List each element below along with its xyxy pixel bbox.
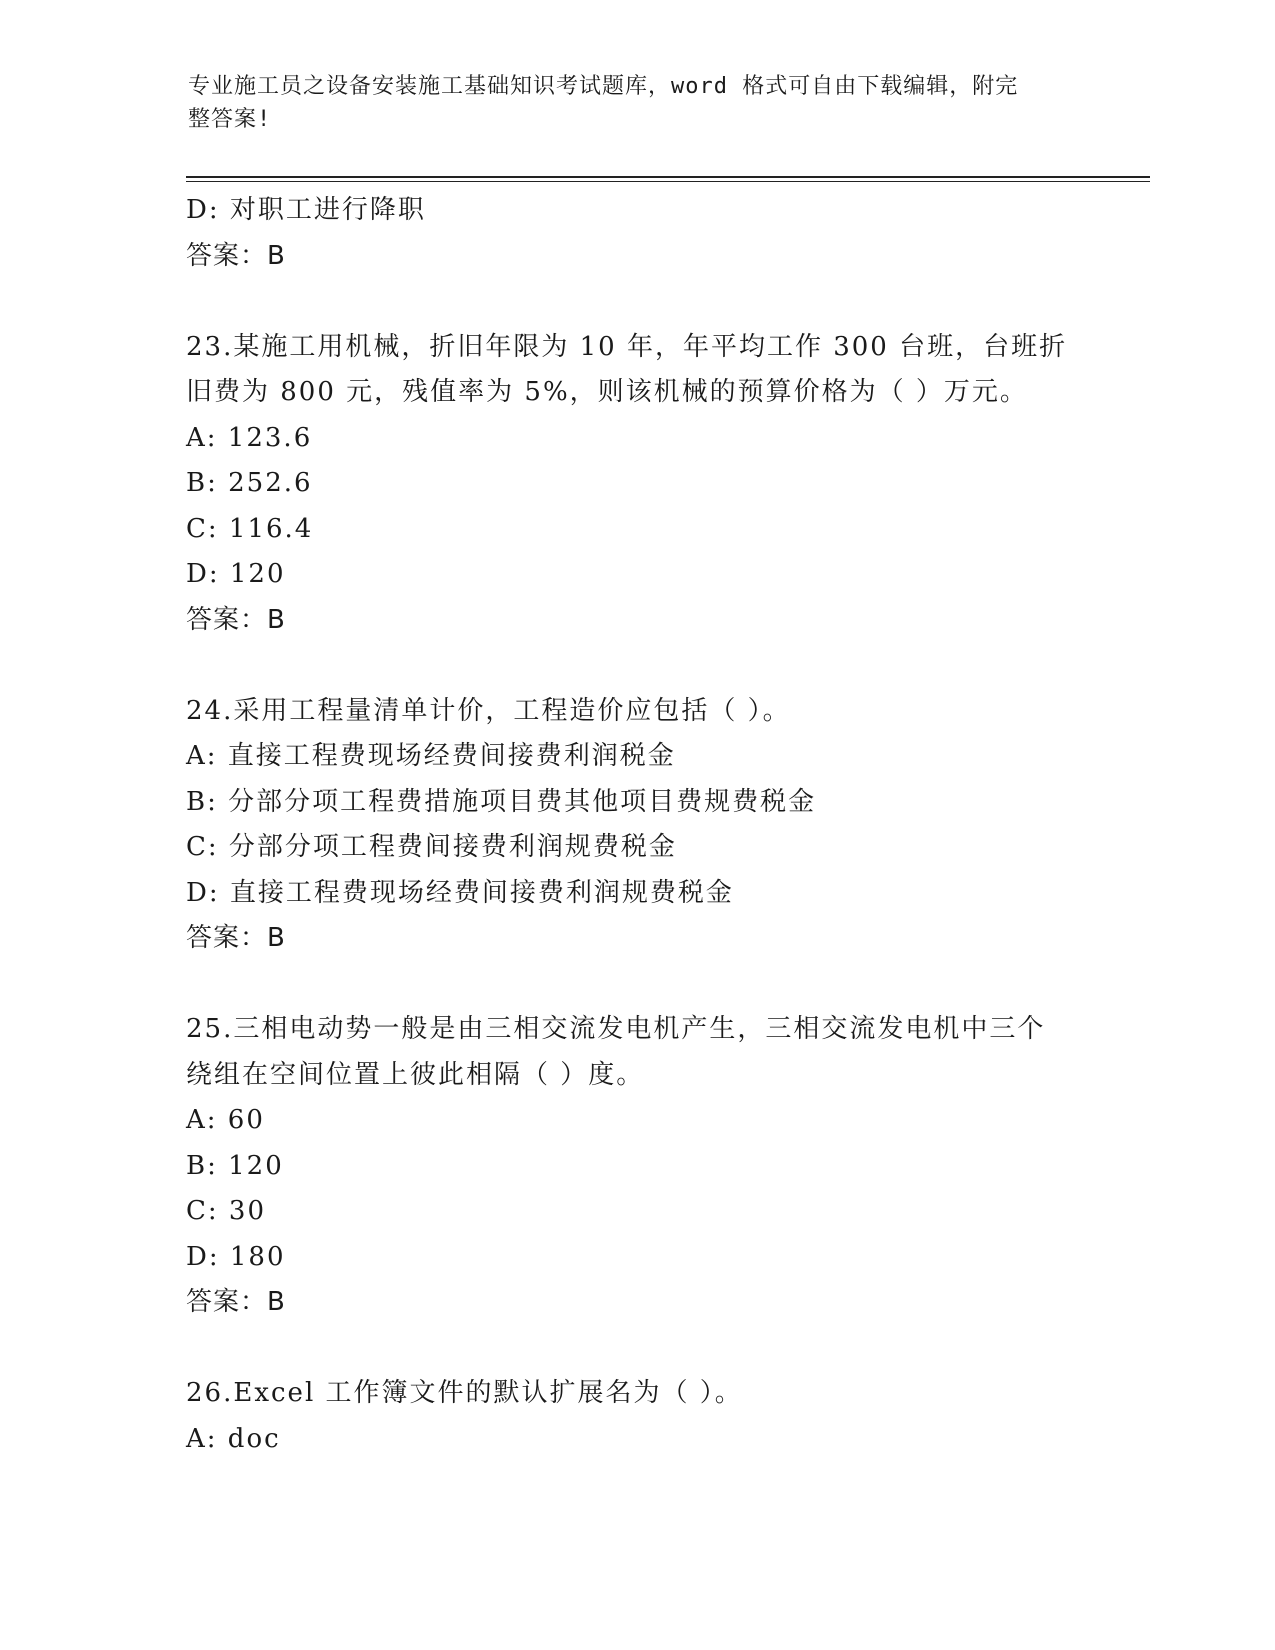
option-a: A: 直接工程费现场经费间接费利润税金 <box>186 741 676 771</box>
option-c: C: 30 <box>186 1196 267 1226</box>
header-divider-thick <box>186 176 1150 178</box>
question-stem: 26.Excel 工作簿文件的默认扩展名为（ ）。 <box>186 1378 743 1408</box>
spacer <box>186 279 1086 325</box>
option-a: A: 123.6 <box>186 422 313 453</box>
option-b: B: 120 <box>186 1150 284 1181</box>
option-a: A: doc <box>186 1423 281 1454</box>
question-23 <box>186 325 1086 644</box>
option-d: D: 对职工进行降职 <box>186 195 426 225</box>
spacer <box>186 643 1086 689</box>
header-divider-thin <box>186 181 1150 182</box>
option-d: D: 120 <box>186 559 286 589</box>
header-line-2: 整答案! <box>188 107 272 132</box>
question-content <box>186 188 1086 1462</box>
option-d: D: 180 <box>186 1241 286 1272</box>
answer-line: 答案：B <box>186 604 286 635</box>
spacer <box>186 962 1086 1008</box>
question-26 <box>186 1371 1086 1462</box>
question-stem: 旧费为 800 元，残值率为 5%，则该机械的预算价格为（ ）万元。 <box>186 377 1028 407</box>
option-c: C: 分部分项工程费间接费利润规费税金 <box>186 832 677 862</box>
spacer <box>186 1326 1086 1372</box>
answer-line: 答案：B <box>186 240 286 271</box>
option-b: B: 分部分项工程费措施项目费其他项目费规费税金 <box>186 786 817 817</box>
page-header <box>188 70 1068 136</box>
option-d: D: 直接工程费现场经费间接费利润规费税金 <box>186 877 734 908</box>
answer-line: 答案：B <box>186 1287 286 1317</box>
option-c: C: 116.4 <box>186 513 314 544</box>
question-stem: 绕组在空间位置上彼此相隔（ ）度。 <box>186 1059 645 1090</box>
question-stem: 25.三相电动势一般是由三相交流发电机产生，三相交流发电机中三个 <box>186 1014 1046 1044</box>
option-a: A: 60 <box>186 1105 265 1135</box>
answer-line: 答案：B <box>186 923 286 953</box>
option-b: B: 252.6 <box>186 468 313 498</box>
question-stem: 24.采用工程量清单计价，工程造价应包括（ ）。 <box>186 695 791 726</box>
header-line-1: 专业施工员之设备安装施工基础知识考试题库，word 格式可自由下载编辑，附完 <box>188 74 1019 99</box>
question-stem: 23.某施工用机械，折旧年限为 10 年，年平均工作 300 台班，台班折 <box>186 331 1068 362</box>
question-25 <box>186 1007 1086 1326</box>
question-24 <box>186 689 1086 962</box>
